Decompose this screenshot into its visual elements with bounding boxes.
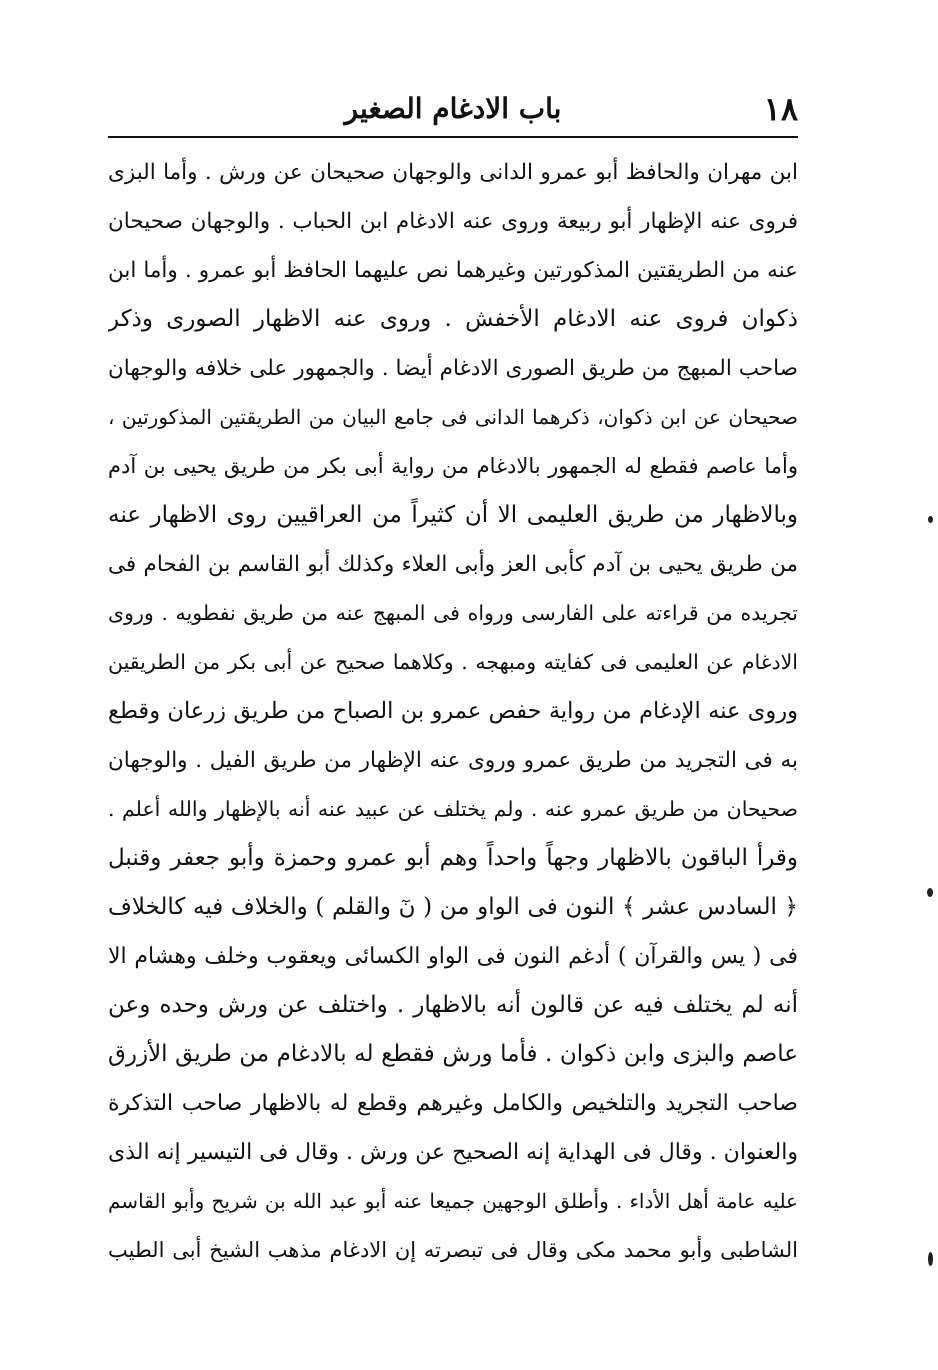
text-line: وبالاظهار من طريق العليمى الا أن كثيراً من العراقيين روى الاظهار عنه [108,502,798,528]
text-line: عاصم والبزى وابن ذكوان . فأما ورش فقطع له بالادغام من طريق الأزرق [108,1041,798,1067]
text-line: ﴿ السادس عشر ﴾ النون فى الواو من ( نٓ والقلم ) والخلاف فيه كالخلاف [108,894,798,920]
text-line: وأما عاصم فقطع له الجمهور بالادغام من رواية أبى بكر من طريق يحيى بن آدم [108,454,798,478]
text-line: عليه عامة أهل الأداء . وأطلق الوجهين جميعا عنه أبو عبد الله بن شريح وأبو القاسم [108,1189,798,1213]
text-line: وقرأ الباقون بالاظهار وجهاً واحداً وهم أبو عمرو وحمزة وأبو جعفر وقنبل [108,845,798,871]
text-line: الشاطبى وأبو محمد مكى وقال فى تبصرته إن الادغام مذهب الشيخ أبى الطيب [108,1238,798,1262]
text-line: وروى عنه الإدغام من رواية حفص عمرو بن الصباح من طريق زرعان وقطع [108,698,798,724]
body-text [108,148,798,1275]
text-line: أنه لم يختلف فيه عن قالون أنه بالاظهار . واختلف عن ورش وحده وعن [108,992,798,1018]
text-line: ابن مهران والحافظ أبو عمرو الدانى والوجهان صحيحان عن ورش . وأما البزى [108,160,798,185]
text-line: عنه من الطريقتين المذكورتين وغيرهما نص عليهما الحافظ أبو عمرو . وأما ابن [108,258,798,283]
scan-speck [928,516,933,523]
text-line: فروى عنه الإظهار أبو ربيعة وروى عنه الادغام ابن الحباب . والوجهان صحيحان [108,209,798,234]
text-line: به فى التجريد من طريق عمرو وروى عنه الإظهار من طريق الفيل . والوجهان [108,748,798,773]
page-number: ١٨ [763,90,798,128]
text-line: ذكوان فروى عنه الادغام الأخفش . وروى عنه الاظهار الصورى وذكر [108,306,798,332]
scan-speck [928,1252,933,1266]
text-line: من طريق يحيى بن آدم كأبى العز وأبى العلاء وكذلك أبو القاسم بن الفحام فى [108,552,798,577]
header-rule [108,136,798,138]
text-line: صحيحان عن ابن ذكوان، ذكرهما الدانى فى جامع البيان من الطريقتين المذكورتين ، [108,405,798,429]
running-title: باب الادغام الصغير [344,92,562,125]
text-line: الادغام عن العليمى فى كفايته ومبهجه . وكلاهما صحيح عن أبى بكر من الطريقين [108,650,798,674]
text-line: فى ( يس والقرآن ) أدغم النون فى الواو الكسائى ويعقوب وخلف وهشام الا [108,944,798,969]
text-line: صاحب المبهج من طريق الصورى الادغام أيضا . والجمهور على خلافه والوجهان [108,356,798,381]
page-header [108,86,798,132]
text-line: والعنوان . وقال فى الهداية إنه الصحيح عن ورش . وقال فى التيسير إنه الذى [108,1140,798,1165]
scan-speck [927,888,933,897]
text-line: صحيحان من طريق عمرو عنه . ولم يختلف عن عبيد عنه أنه بالإظهار والله أعلم . [108,797,798,821]
text-line: صاحب التجريد والتلخيص والكامل وغيرهم وقطع له بالاظهار صاحب التذكرة [108,1091,798,1116]
text-line: تجريده من قراءته على الفارسى ورواه فى المبهج عنه من طريق نفطويه . وروى [108,601,798,625]
